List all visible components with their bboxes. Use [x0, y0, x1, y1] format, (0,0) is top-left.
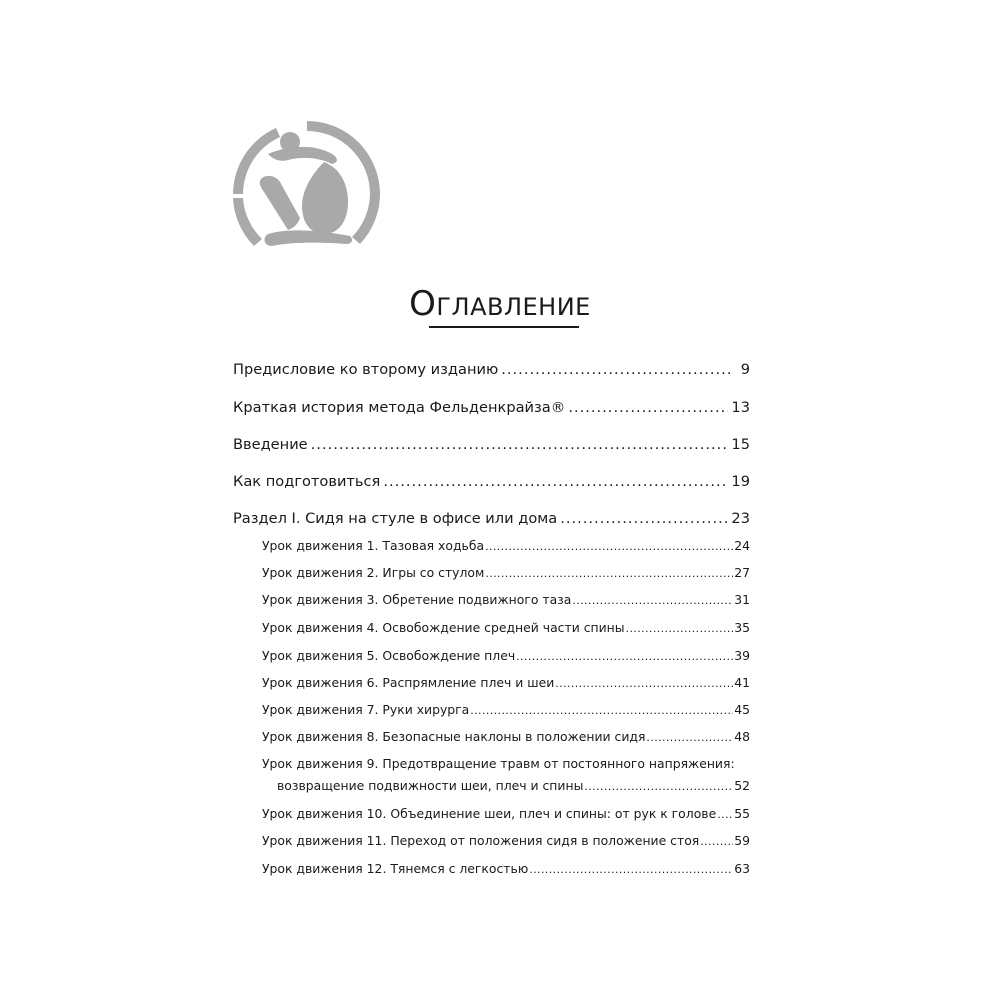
toc-lesson-entry[interactable]	[262, 805, 750, 823]
toc-lesson-entry[interactable]	[262, 619, 750, 637]
dot-leader	[584, 778, 733, 795]
toc-entry-page: 19	[731, 473, 750, 490]
toc-entry-page: 59	[734, 833, 750, 848]
toc-entry-page: 52	[734, 778, 750, 793]
toc-entry[interactable]	[233, 471, 750, 493]
toc-entry-title: Введение	[233, 436, 308, 453]
dot-leader	[485, 538, 733, 555]
toc-entry-page: 41	[734, 675, 750, 690]
dot-leader	[626, 620, 734, 637]
toc-entry-title: Урок движения 3. Обретение подвижного таза	[262, 592, 572, 607]
dot-leader	[383, 471, 728, 493]
toc-entry-page: 23	[731, 510, 750, 527]
toc-lesson-entry[interactable]	[262, 591, 750, 609]
toc-entry-title: Урок движения 1. Тазовая ходьба	[262, 538, 485, 553]
dot-leader	[560, 508, 728, 530]
toc-entry-title: Урок движения 6. Распрямление плеч и шеи	[262, 675, 555, 690]
toc-entry-title-line2: возвращение подвижности шеи, плеч и спины	[277, 778, 584, 793]
dot-leader	[501, 359, 733, 381]
toc-lesson-entry[interactable]	[262, 647, 750, 665]
toc-entry-page: 39	[734, 648, 750, 663]
toc-lesson-entry[interactable]	[262, 728, 750, 746]
toc-entry-page: 13	[731, 399, 750, 416]
toc-entry-title: Урок движения 12. Тянемся с легкостью	[262, 861, 529, 876]
dot-leader	[516, 648, 733, 665]
toc-entry-title: Урок движения 8. Безопасные наклоны в положении сидя	[262, 729, 646, 744]
toc-entry-title: Урок движения 5. Освобождение плеч	[262, 648, 516, 663]
toc-entry-title: Предисловие ко второму изданию	[233, 361, 499, 378]
toc-entry-page: 27	[734, 565, 750, 580]
toc-entry-page: 45	[734, 702, 750, 717]
dot-leader	[568, 397, 728, 419]
toc-lesson-entry[interactable]	[262, 860, 750, 878]
dot-leader	[572, 592, 733, 609]
dot-leader	[470, 702, 733, 719]
dot-leader	[529, 861, 733, 878]
toc-entry-page: 35	[734, 620, 750, 635]
toc-entry[interactable]	[233, 359, 750, 381]
toc-lesson-entry[interactable]	[262, 564, 750, 582]
toc-lesson-entry[interactable]	[277, 777, 750, 795]
toc-entry-title: Краткая история метода Фельденкрайза®	[233, 399, 566, 416]
dot-leader	[700, 833, 733, 850]
toc-entry-title: Урок движения 4. Освобождение средней части спины	[262, 620, 625, 635]
toc-entry-page: 48	[734, 729, 750, 744]
toc-entry-page: 24	[734, 538, 750, 553]
dot-leader	[555, 675, 733, 692]
toc-entry-title: Урок движения 7. Руки хирурга	[262, 702, 470, 717]
dot-leader	[717, 806, 733, 823]
toc-entry-section[interactable]	[233, 508, 750, 530]
toc-lesson-entry[interactable]	[262, 701, 750, 719]
dot-leader	[485, 565, 733, 582]
toc-lesson-entry-title-line1[interactable]: Урок движения 9. Предотвращение травм от постоянного напряжения:	[262, 756, 735, 771]
toc-entry-title: Раздел I. Сидя на стуле в офисе или дома	[233, 510, 558, 527]
toc-lesson-entry[interactable]	[262, 674, 750, 692]
toc-entry-page: 31	[734, 592, 750, 607]
dot-leader	[311, 434, 729, 456]
toc-entry-title: Урок движения 2. Игры со стулом	[262, 565, 485, 580]
toc-entry-page: 63	[734, 861, 750, 876]
toc-entry-page: 9	[740, 361, 750, 378]
dot-leader	[646, 729, 733, 746]
toc-lesson-entry[interactable]	[262, 832, 750, 850]
toc-entry[interactable]	[233, 397, 750, 419]
toc-entry-page: 15	[731, 436, 750, 453]
toc-entry[interactable]	[233, 434, 750, 456]
toc-lesson-entry[interactable]	[262, 537, 750, 555]
toc-entry-page: 55	[734, 806, 750, 821]
toc-entry-title: Урок движения 11. Переход от положения сидя в положение стоя	[262, 833, 700, 848]
page-title: Оглавление	[409, 284, 591, 324]
toc-entry-title: Урок движения 10. Объединение шеи, плеч и спины: от рук к голове	[262, 806, 717, 821]
toc-entry-title: Как подготовиться	[233, 473, 381, 490]
